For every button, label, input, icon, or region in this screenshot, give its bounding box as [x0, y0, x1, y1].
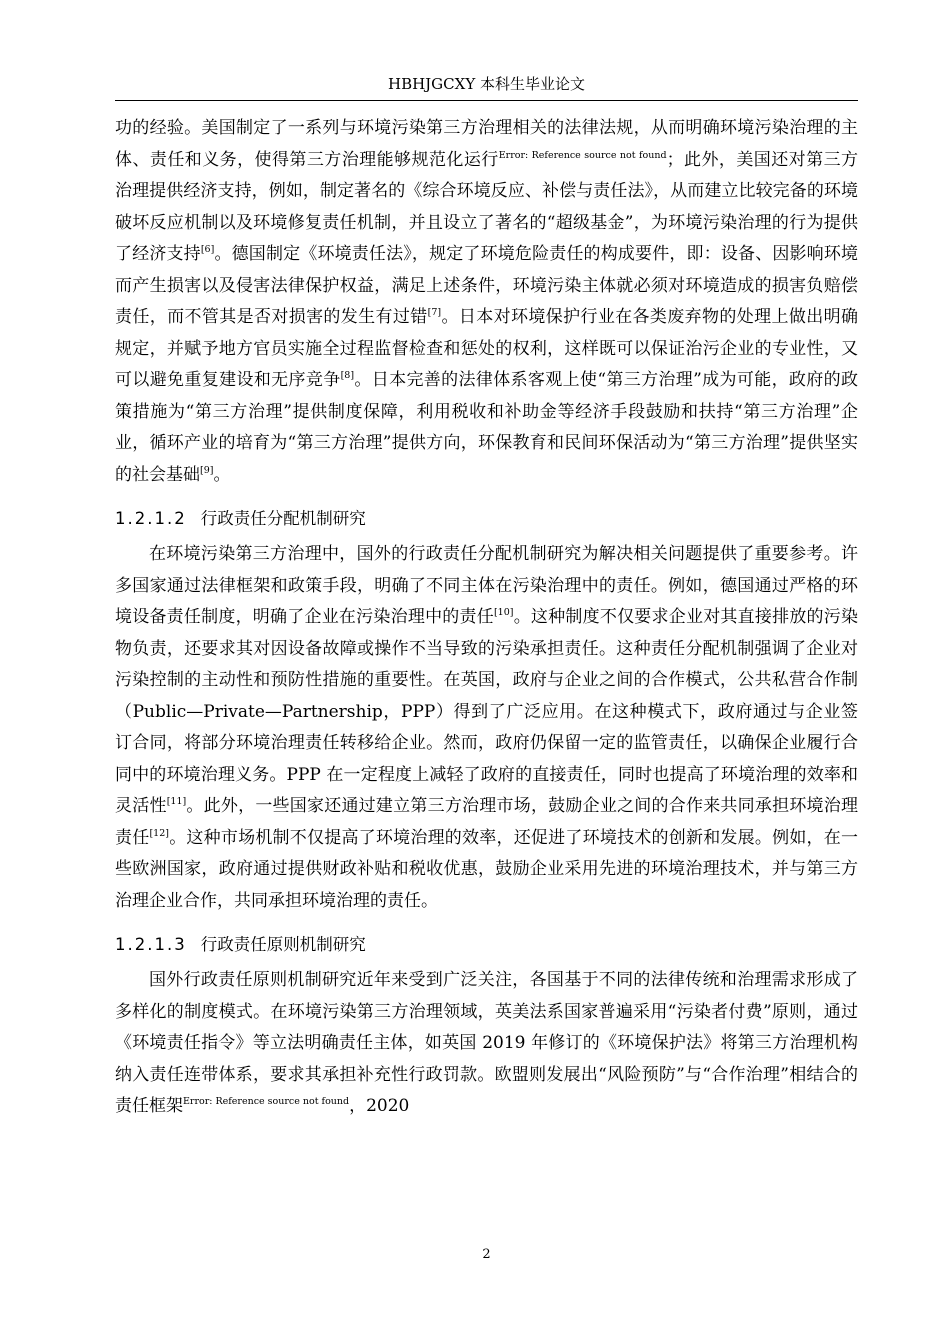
citation: [8] — [340, 370, 355, 381]
section-number: 1.2.1.3 — [115, 935, 187, 954]
citation: [7] — [427, 307, 442, 318]
page-header: HBHJGCXY 本科生毕业论文 — [387, 75, 585, 93]
paragraph-allocation: 在环境污染第三方治理中，国外的行政责任分配机制研究为解决相关问题提供了重要参考。许多国家通过法律框架和政策手段，明确了不同主体在污染治理中的责任。例如，德国通过严格的环境设备责任制度，明确了企业在污染治理中的责任[10]。这种制度不仅要求企业对其直接排放的污染物负责，还要求其对因设备故障或操作不当导致的污染承担责任。这种责任分配机制强调了企业对污染控制的主动性和预防性措施的重要性。在英国，政府与企业之间的合作模式，公共私营合作制（Public—Private—Partnership，PPP）得到了广泛应用。在这种模式下，政府通过与企业签订合同，将部分环境治理责任转移给企业。然而，政府仍保留一定的监管责任，以确保企业履行合同中的环境治理义务。PPP 在一定程度上减轻了政府的直接责任，同时也提高了环境治理的效率和灵活性[11]。此外，一些国家还通过建立第三方治理市场，鼓励企业之间的合作来共同承担环境治理责任[12]。这种市场机制不仅提高了环境治理的效率，还促进了环境技术的创新和发展。例如，在一些欧洲国家，政府通过提供财政补贴和税收优惠，鼓励企业采用先进的环境治理技术，并与第三方治理企业合作，共同承担环境治理的责任。 — [115, 544, 859, 911]
section-number: 1.2.1.2 — [115, 509, 187, 528]
document-body — [115, 113, 858, 1123]
citation: [6] — [200, 244, 215, 255]
paragraph-intro: 功的经验。美国制定了一系列与环境污染第三方治理相关的法律法规，从而明确环境污染治理的主体、责任和义务，使得第三方治理能够规范化运行$^{Error: Reference source not found}$；此外，美国还对第三方治理提供经济支持，例如，制定著名的《综合环境反应、补偿与责任法》，从而建立比较完备的环境破坏反应机制以及环境修复责任机制，并且设立了著名的“超级基金”，为环境污染治理的行为提供了经济支持[6]。德国制定《环境责任法》，规定了环境危险责任的构成要件，即：设备、因影响环境而产生损害以及侵害法律保护权益，满足上述条件，环境污染主体就必须对环境造成的损害负赔偿责任，而不管其是否对损害的发生有过错[7]。日本对环境保护行业在各类废弃物的处理上做出明确规定，并赋予地方官员实施全过程监督检查和惩处的权利，这样既可以保证治污企业的专业性，又可以避免重复建设和无序竞争[8]。日本完善的法律体系客观上使“第三方治理”成为可能，政府的政策措施为“第三方治理”提供制度保障，利用税收和补助金等经济手段鼓励和扶持“第三方治理”企业，循环产业的培育为“第三方治理”提供方向，环保教育和民间环保活动为“第三方治理”提供坚实的社会基础[9]。 — [115, 118, 859, 485]
section-title: 行政责任原则机制研究 — [200, 935, 366, 954]
reference-error: Error: Reference source not found — [498, 149, 667, 161]
citation: [12] — [149, 827, 169, 839]
section-title: 行政责任分配机制研究 — [200, 509, 366, 528]
citation: [10] — [493, 607, 514, 618]
citation: [9] — [200, 464, 214, 476]
header-divider — [115, 100, 858, 101]
section-heading-principle — [115, 930, 858, 960]
section-heading-allocation — [115, 504, 858, 534]
reference-error: Error: Reference source not found — [183, 1096, 350, 1107]
page-number: 2 — [482, 1247, 491, 1262]
paragraph-principle: 国外行政责任原则机制研究近年来受到广泛关注，各国基于不同的法律传统和治理需求形成了多样化的制度模式。在环境污染第三方治理领域，英美法系国家普遍采用“污染者付费”原则，通过《环境责任指令》等立法明确责任主体，如英国 2019 年修订的《环境保护法》将第三方治理机构纳入责任连带体系，要求其承担补充性行政罚款。欧盟则发展出“风险预防”与“合作治理”相结合的责任框架$^{Error: Reference source not found}$，2020 — [115, 970, 858, 1116]
citation: [11] — [166, 796, 187, 807]
